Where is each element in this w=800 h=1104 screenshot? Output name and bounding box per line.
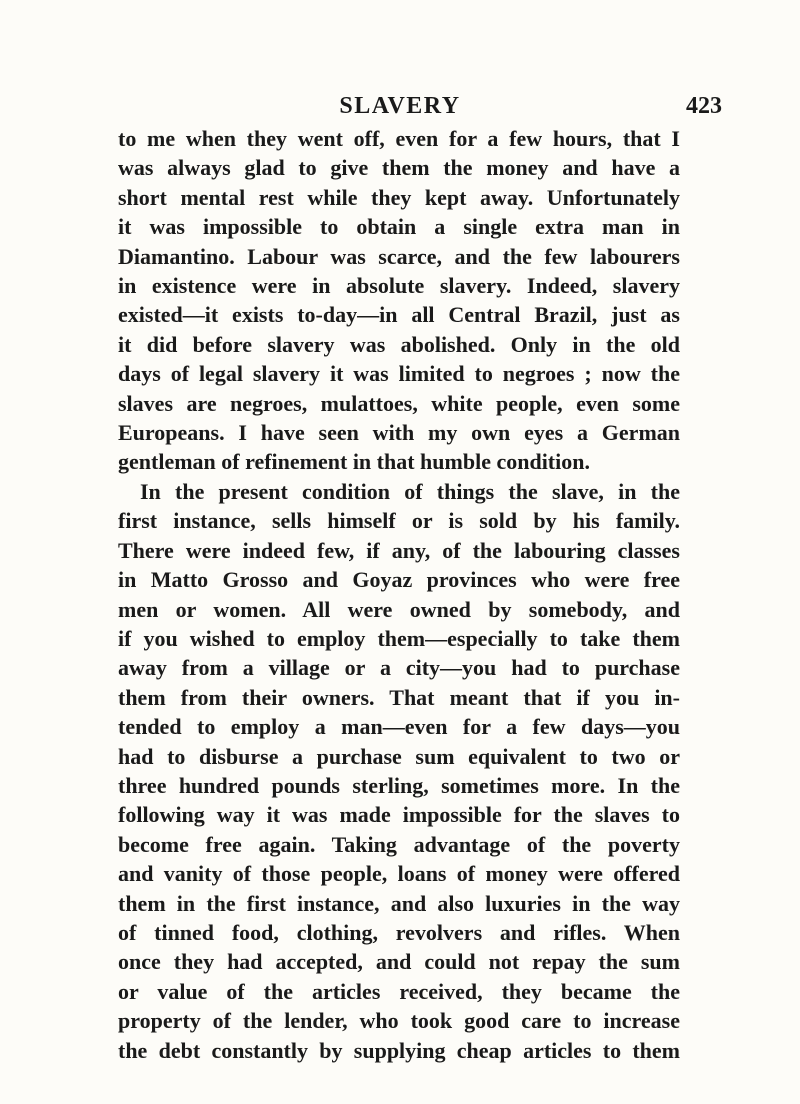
body-text	[118, 124, 680, 1065]
page-number: 423	[686, 93, 722, 119]
text-line: There were indeed few, if any, of the labouring classes	[118, 537, 680, 563]
text-line: if you wished to employ them—especially to take them	[118, 625, 680, 651]
text-line: the debt constantly by supplying cheap articles to them	[118, 1037, 680, 1063]
text-line: In the present condition of things the slave, in the	[140, 478, 680, 504]
running-title: SLAVERY	[339, 93, 461, 119]
text-line: of tinned food, clothing, revolvers and rifles. When	[118, 919, 680, 945]
text-line: away from a village or a city—you had to purchase	[118, 655, 680, 681]
text-line: become free again. Taking advantage of the poverty	[118, 831, 680, 857]
text-line: slaves are negroes, mulattoes, white people, even some	[118, 390, 680, 416]
text-line: tended to employ a man—even for a few days—you	[118, 714, 680, 740]
text-line: Europeans. I have seen with my own eyes a German	[118, 420, 680, 446]
text-line: three hundred pounds sterling, sometimes more. In the	[118, 772, 680, 798]
paragraph-1	[118, 124, 680, 477]
text-line: first instance, sells himself or is sold by his family.	[118, 508, 680, 534]
text-line: them from their owners. That meant that if you in-	[118, 684, 680, 710]
text-line: them in the first instance, and also luxuries in the way	[118, 890, 680, 916]
text-line: it did before slavery was abolished. Only in the old	[118, 331, 680, 357]
text-line: had to disburse a purchase sum equivalent to two or	[118, 743, 680, 769]
text-line: or value of the articles received, they became the	[118, 978, 680, 1004]
text-line: short mental rest while they kept away. Unfortunately	[118, 184, 680, 210]
running-head	[0, 88, 800, 124]
text-line: was always glad to give them the money and have a	[118, 155, 680, 181]
text-line: once they had accepted, and could not repay the sum	[118, 949, 680, 975]
text-line: in Matto Grosso and Goyaz provinces who were free	[118, 567, 680, 593]
text-line: and vanity of those people, loans of money were offered	[118, 861, 680, 887]
text-line: days of legal slavery it was limited to negroes ; now the	[118, 361, 680, 387]
text-line: property of the lender, who took good care to increase	[118, 1008, 680, 1034]
text-line: Diamantino. Labour was scarce, and the few labourers	[118, 243, 680, 269]
text-line: existed—it exists to-day—in all Central Brazil, just as	[118, 302, 680, 328]
text-line: following way it was made impossible for the slaves to	[118, 802, 680, 828]
text-line: it was impossible to obtain a single extra man in	[118, 214, 680, 240]
text-line: men or women. All were owned by somebody, and	[118, 596, 680, 622]
text-line: in existence were in absolute slavery. Indeed, slavery	[118, 273, 680, 299]
text-line: gentleman of refinement in that humble condition.	[118, 449, 590, 475]
text-line: to me when they went off, even for a few hours, that I	[118, 126, 680, 151]
paragraph-2	[118, 477, 680, 1065]
